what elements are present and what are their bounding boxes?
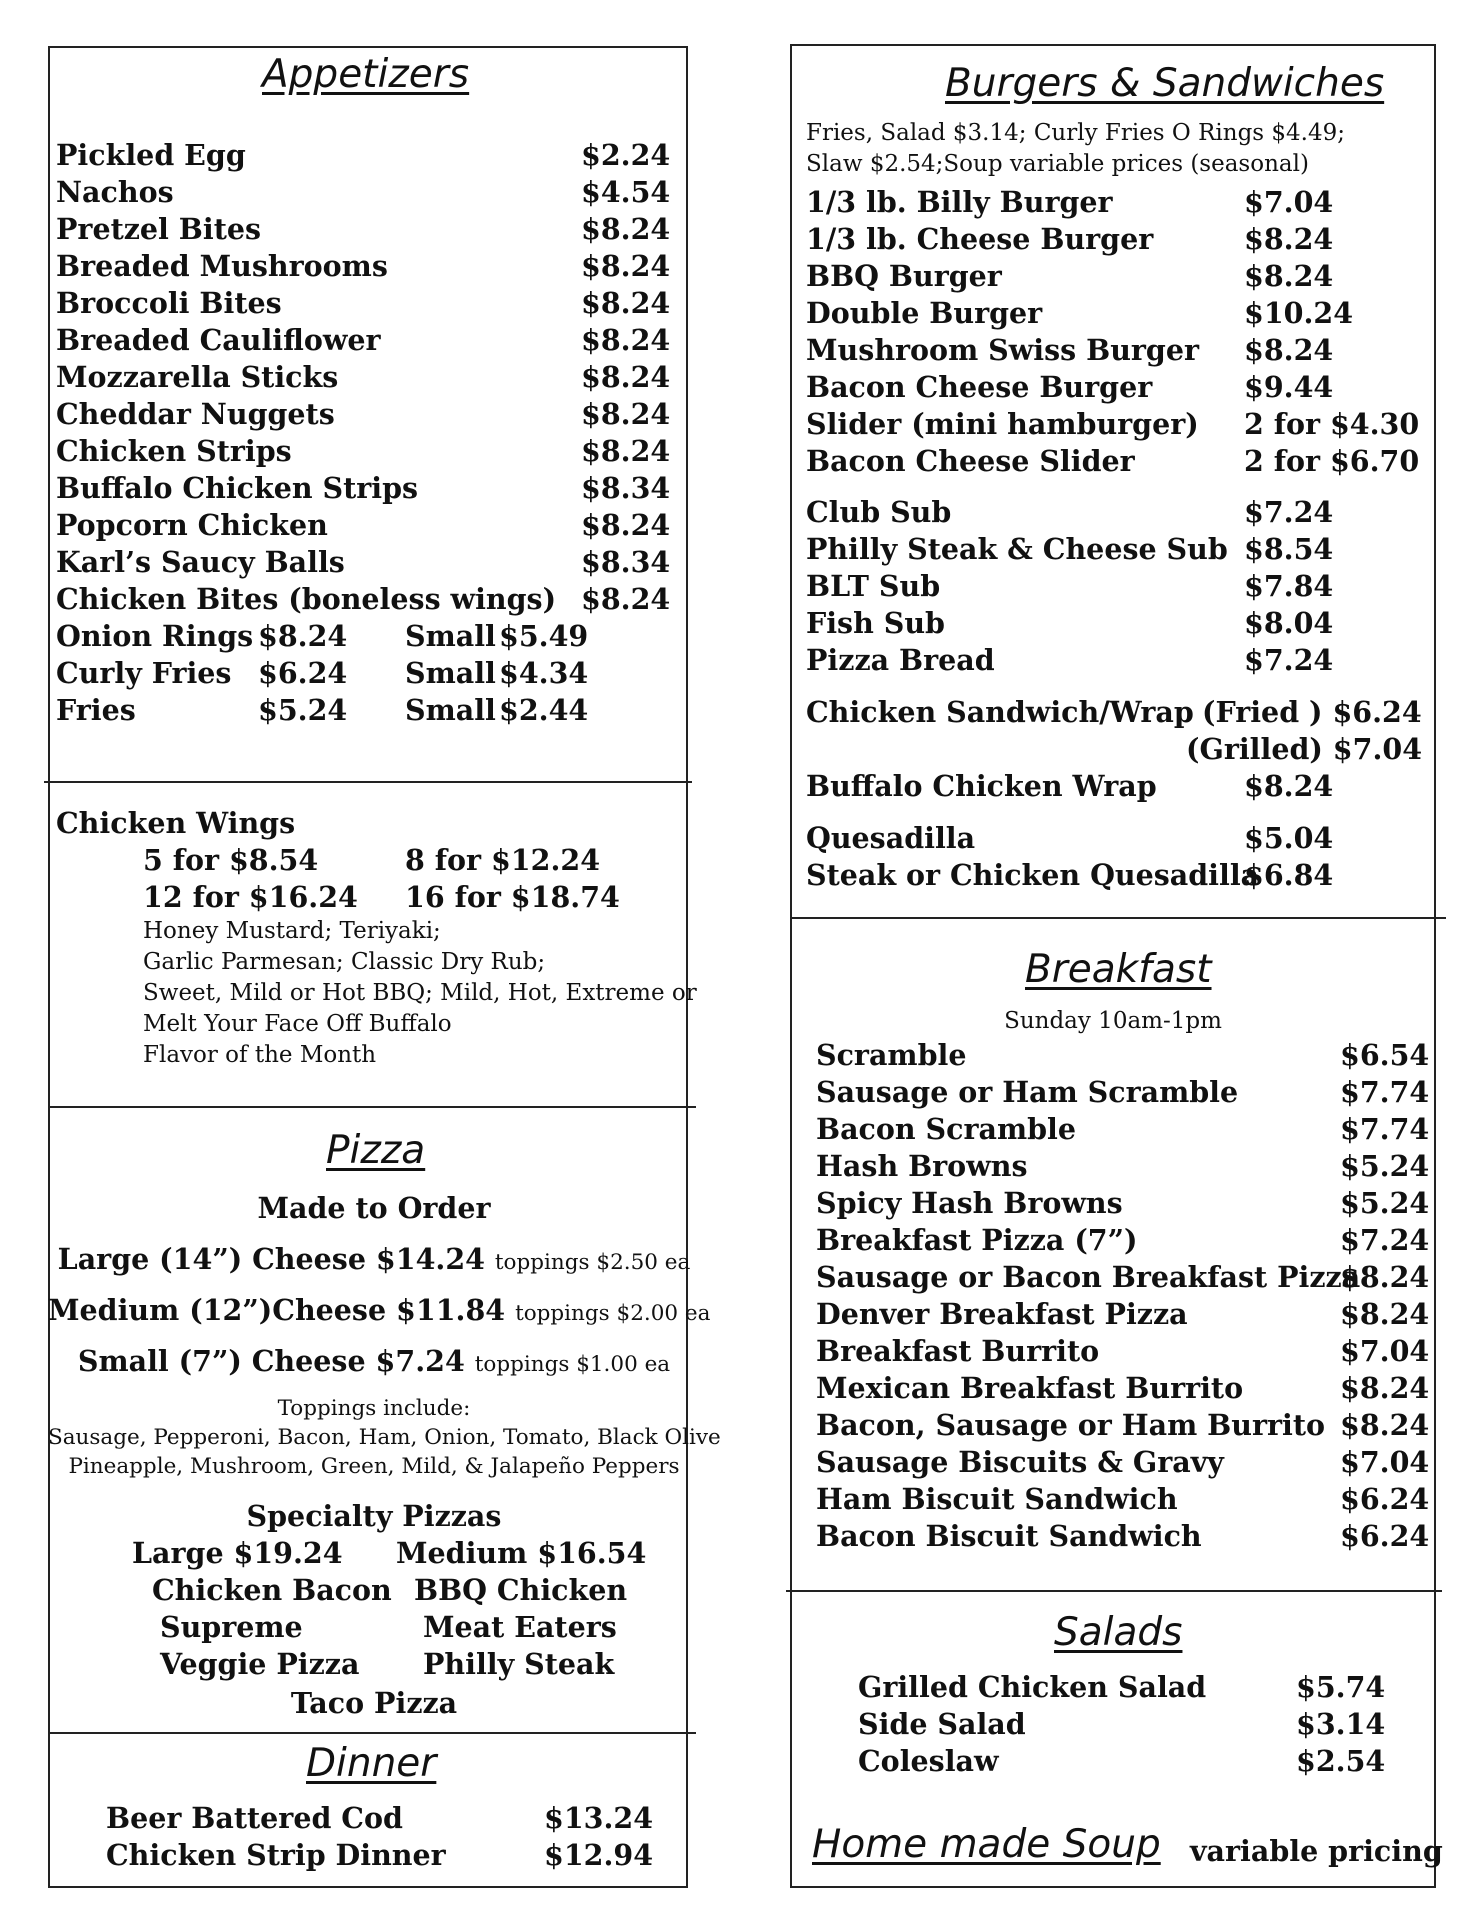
item-name: Breakfast Burrito (816, 1334, 1100, 1368)
item-price: $8.24 (258, 619, 348, 653)
item-price: $2.54 (1296, 1744, 1386, 1778)
item-price: $6.24 (258, 656, 348, 690)
pizza-size-large (48, 1241, 700, 1281)
item-name: Chicken Strips (56, 434, 292, 468)
item-price: $8.24 (581, 360, 671, 394)
item-price: $5.04 (1244, 821, 1334, 855)
size-price: $7.24 (375, 1344, 465, 1378)
wing-flavor: Flavor of the Month (143, 1042, 377, 1068)
wing-flavor: Honey Mustard; Teriyaki; (143, 918, 441, 944)
item-price: $8.24 (1244, 222, 1334, 256)
item-price: $5.24 (258, 693, 348, 727)
soup-pricing: variable pricing (1190, 1834, 1443, 1868)
size-label: Medium (12”)Cheese (48, 1293, 387, 1327)
size-label: Large (14”) Cheese (57, 1242, 366, 1276)
item-name: Philly Steak & Cheese Sub (806, 532, 1228, 566)
item-price: $9.44 (1244, 370, 1334, 404)
specialty-price: Large $19.24 (132, 1536, 343, 1570)
wing-option: 5 for $8.54 (143, 843, 319, 877)
item-price: $7.74 (1340, 1075, 1430, 1109)
wing-flavor: Sweet, Mild or Hot BBQ; Mild, Hot, Extreme or (143, 980, 697, 1006)
wings-heading: Chicken Wings (56, 806, 296, 840)
item-price: $8.24 (581, 397, 671, 431)
pizza-heading: Pizza (326, 1128, 426, 1173)
small-label: Small (405, 656, 496, 690)
item-price: $6.24 (1340, 1519, 1430, 1553)
item-price: 2 for $4.30 (1244, 407, 1420, 441)
item-price: $8.54 (1244, 532, 1334, 566)
wing-flavor: Garlic Parmesan; Classic Dry Rub; (143, 949, 546, 975)
item-price: $5.74 (1296, 1670, 1386, 1704)
item-name: Chicken Sandwich/Wrap (806, 695, 1194, 729)
section-divider (48, 1106, 696, 1108)
item-name: Mozzarella Sticks (56, 360, 339, 394)
small-label: Small (405, 619, 496, 653)
item-price: $7.04 (1244, 185, 1334, 219)
item-name: Nachos (56, 175, 174, 209)
sides-note: Fries, Salad $3.14; Curly Fries O Rings $4.49; (806, 120, 1346, 146)
small-label: Small (405, 693, 496, 727)
wing-flavor: Melt Your Face Off Buffalo (143, 1011, 452, 1037)
item-price: $8.34 (581, 545, 671, 579)
item-name: Pickled Egg (56, 138, 246, 172)
section-divider (786, 1590, 1442, 1592)
item-name: Breakfast Pizza (7”) (816, 1223, 1138, 1257)
specialty-pizza: Philly Steak (423, 1647, 615, 1681)
item-price: $8.24 (1340, 1297, 1430, 1331)
item-name: Denver Breakfast Pizza (816, 1297, 1188, 1331)
size-price: $14.24 (375, 1242, 485, 1276)
item-price: $8.24 (1244, 259, 1334, 293)
toppings-title: Toppings include: (277, 1396, 471, 1421)
small-price: $2.44 (499, 693, 589, 727)
item-name: Sausage or Ham Scramble (816, 1075, 1239, 1109)
toppings-price: toppings $2.50 ea (494, 1250, 691, 1275)
item-name: Spicy Hash Browns (816, 1186, 1123, 1220)
item-name: Bacon Cheese Slider (806, 444, 1135, 478)
sides-note: Slaw $2.54;Soup variable prices (seasonal) (806, 151, 1309, 177)
item-name: Popcorn Chicken (56, 508, 328, 542)
item-name: Hash Browns (816, 1149, 1028, 1183)
specialty-pizza: Meat Eaters (423, 1610, 617, 1644)
section-divider (790, 917, 1446, 919)
item-name: Steak or Chicken Quesadilla (806, 858, 1260, 892)
item-price: $3.14 (1296, 1707, 1386, 1741)
wing-option: 16 for $18.74 (405, 880, 620, 914)
burgers-heading: Burgers & Sandwiches (945, 61, 1385, 106)
item-price: $13.24 (544, 1801, 654, 1835)
item-name: Sausage or Bacon Breakfast Pizza (816, 1260, 1361, 1294)
item-name: Grilled Chicken Salad (858, 1670, 1207, 1704)
toppings-price: toppings $1.00 ea (474, 1352, 671, 1377)
section-divider (44, 781, 692, 783)
item-name: Karl’s Saucy Balls (56, 545, 345, 579)
item-name: 1/3 lb. Billy Burger (806, 185, 1113, 219)
item-name: 1/3 lb. Cheese Burger (806, 222, 1154, 256)
item-name: Broccoli Bites (56, 286, 282, 320)
item-price: $8.24 (581, 508, 671, 542)
item-name: Coleslaw (858, 1744, 999, 1778)
item-price: 2 for $6.70 (1244, 444, 1420, 478)
item-name: Cheddar Nuggets (56, 397, 335, 431)
item-price: $8.24 (581, 286, 671, 320)
item-name: Club Sub (806, 495, 952, 529)
size-label: Small (7”) Cheese (77, 1344, 366, 1378)
item-name: Breaded Mushrooms (56, 249, 388, 283)
toppings-line: Pineapple, Mushroom, Green, Mild, & Jalapeño Peppers (68, 1454, 680, 1479)
breakfast-heading: Breakfast (1025, 947, 1212, 992)
item-price: $4.54 (581, 175, 671, 209)
pizza-subtitle: Made to Order (257, 1191, 491, 1225)
small-price: $5.49 (499, 619, 589, 653)
item-price: $8.24 (1340, 1371, 1430, 1405)
item-name: Pizza Bread (806, 643, 995, 677)
item-name: Buffalo Chicken Strips (56, 471, 419, 505)
dinner-heading: Dinner (306, 1741, 437, 1786)
item-name: Fish Sub (806, 606, 945, 640)
pizza-size-small (48, 1343, 700, 1383)
item-price: (Grilled) $7.04 (1186, 732, 1423, 766)
item-name: Sausage Biscuits & Gravy (816, 1445, 1224, 1479)
section-divider (48, 1732, 696, 1734)
item-name: Scramble (816, 1038, 967, 1072)
item-price: $7.04 (1340, 1445, 1430, 1479)
item-price: $8.24 (581, 582, 671, 616)
specialty-pizza: Taco Pizza (290, 1686, 458, 1720)
item-name: Mexican Breakfast Burrito (816, 1371, 1244, 1405)
item-price: $6.24 (1340, 1482, 1430, 1516)
specialty-pizza: Supreme (160, 1610, 303, 1644)
item-price: $6.84 (1244, 858, 1334, 892)
item-price: $8.24 (581, 434, 671, 468)
item-price: $7.84 (1244, 569, 1334, 603)
item-price: $2.24 (581, 138, 671, 172)
item-name: BBQ Burger (806, 259, 1002, 293)
item-price: $8.24 (581, 212, 671, 246)
appetizers-heading: Appetizers (262, 52, 470, 97)
item-name: Side Salad (858, 1707, 1026, 1741)
item-name: Slider (mini hamburger) (806, 407, 1199, 441)
size-price: $11.84 (396, 1293, 506, 1327)
item-price: $8.24 (1244, 769, 1334, 803)
item-price: $10.24 (1244, 296, 1354, 330)
specialty-pizza: Veggie Pizza (160, 1647, 360, 1681)
item-price: $8.24 (1340, 1260, 1430, 1294)
item-price: $7.24 (1340, 1223, 1430, 1257)
item-name: Curly Fries (56, 656, 232, 690)
pizza-size-medium (48, 1292, 711, 1332)
item-price: $7.74 (1340, 1112, 1430, 1146)
item-price: $7.24 (1244, 643, 1334, 677)
wing-option: 12 for $16.24 (143, 880, 358, 914)
item-price: $7.24 (1244, 495, 1334, 529)
item-name: Quesadilla (806, 821, 976, 855)
wing-option: 8 for $12.24 (405, 843, 601, 877)
item-name: Bacon Cheese Burger (806, 370, 1153, 404)
item-price: $8.24 (1244, 333, 1334, 367)
item-price: $8.24 (581, 323, 671, 357)
item-name: Buffalo Chicken Wrap (806, 769, 1157, 803)
item-name: Bacon Biscuit Sandwich (816, 1519, 1202, 1553)
breakfast-hours: Sunday 10am-1pm (1004, 1008, 1222, 1034)
item-price: $5.24 (1340, 1149, 1430, 1183)
item-name: Double Burger (806, 296, 1043, 330)
item-price: $8.24 (1340, 1408, 1430, 1442)
item-name: Breaded Cauliflower (56, 323, 381, 357)
item-name: Mushroom Swiss Burger (806, 333, 1200, 367)
item-name: Beer Battered Cod (106, 1801, 403, 1835)
item-name: Bacon Scramble (816, 1112, 1077, 1146)
specialty-pizza: BBQ Chicken (414, 1573, 628, 1607)
small-price: $4.34 (499, 656, 589, 690)
item-price: $12.94 (544, 1838, 654, 1872)
item-name: Pretzel Bites (56, 212, 262, 246)
item-price: $8.04 (1244, 606, 1334, 640)
soup-heading: Home made Soup (812, 1822, 1161, 1867)
item-name: Bacon, Sausage or Ham Burrito (816, 1408, 1326, 1442)
toppings-line: Sausage, Pepperoni, Bacon, Ham, Onion, Tomato, Black Olive (48, 1425, 721, 1450)
item-price: $8.24 (581, 249, 671, 283)
specialty-pizza: Chicken Bacon (152, 1573, 392, 1607)
specialty-price: Medium $16.54 (396, 1536, 647, 1570)
salads-heading: Salads (1054, 1610, 1183, 1655)
item-price: $5.24 (1340, 1186, 1430, 1220)
toppings-price: toppings $2.00 ea (515, 1301, 711, 1326)
item-price: $7.04 (1340, 1334, 1430, 1368)
item-price: $8.34 (581, 471, 671, 505)
specialty-heading: Specialty Pizzas (246, 1499, 502, 1533)
item-name: Chicken Strip Dinner (106, 1838, 446, 1872)
item-name: Onion Rings (56, 619, 254, 653)
item-name: Ham Biscuit Sandwich (816, 1482, 1178, 1516)
item-price: (Fried ) $6.24 (1202, 695, 1422, 729)
item-name: Fries (56, 693, 136, 727)
item-name: BLT Sub (806, 569, 941, 603)
item-price: $6.54 (1340, 1038, 1430, 1072)
item-name: Chicken Bites (boneless wings) (56, 582, 557, 616)
